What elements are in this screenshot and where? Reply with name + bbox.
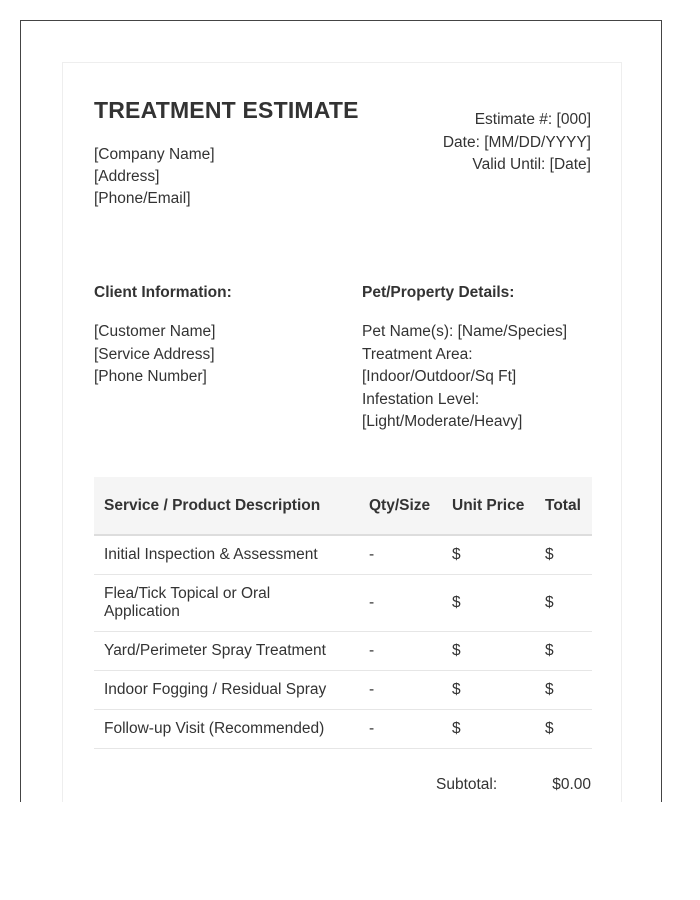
table-row <box>94 631 592 670</box>
table-row <box>94 574 592 631</box>
header-qty-size: Qty/Size <box>359 477 442 535</box>
client-info-block <box>94 321 215 389</box>
client-name: [Customer Name] <box>94 323 216 340</box>
company-address: [Address] <box>94 168 160 185</box>
estimate-valid-until: Valid Until: [Date] <box>472 156 591 173</box>
estimate-number: Estimate #: [000] <box>474 111 591 128</box>
pet-property-heading: Pet/Property Details: <box>362 284 515 301</box>
row-unit-price: $ <box>442 574 535 631</box>
row-total: $ <box>535 670 592 709</box>
treatment-area-label: Treatment Area: <box>362 345 473 363</box>
row-qty: - <box>359 709 442 748</box>
row-unit-price: $ <box>442 670 535 709</box>
pet-names: Pet Name(s): [Name/Species] <box>362 323 568 340</box>
row-qty: - <box>359 535 442 574</box>
pet-property-block <box>362 321 602 434</box>
row-qty: - <box>359 574 442 631</box>
row-total: $ <box>535 535 592 574</box>
client-phone: [Phone Number] <box>94 368 207 385</box>
row-description: Indoor Fogging / Residual Spray <box>94 670 359 709</box>
header-unit-price: Unit Price <box>442 477 535 535</box>
header-description: Service / Product Description <box>94 477 359 535</box>
company-contact: [Phone/Email] <box>94 190 191 207</box>
row-total: $ <box>535 709 592 748</box>
document-title: TREATMENT ESTIMATE <box>94 97 359 123</box>
subtotal-row <box>436 776 591 794</box>
table-header-row <box>94 477 592 535</box>
row-unit-price: $ <box>442 709 535 748</box>
services-table <box>94 477 592 749</box>
estimate-meta <box>443 109 591 177</box>
row-unit-price: $ <box>442 535 535 574</box>
row-description: Yard/Perimeter Spray Treatment <box>94 631 359 670</box>
treatment-area-value: [Indoor/Outdoor/Sq Ft] <box>362 368 517 385</box>
company-name: [Company Name] <box>94 146 215 163</box>
row-total: $ <box>535 574 592 631</box>
header-total: Total <box>535 477 592 535</box>
row-description: Initial Inspection & Assessment <box>94 535 359 574</box>
row-qty: - <box>359 670 442 709</box>
client-info-heading: Client Information: <box>94 284 232 301</box>
subtotal-label: Subtotal: <box>436 776 498 793</box>
estimate-sheet <box>62 62 622 802</box>
row-qty: - <box>359 631 442 670</box>
table-row <box>94 670 592 709</box>
row-description: Flea/Tick Topical or Oral Application <box>94 574 359 631</box>
subtotal-value: $0.00 <box>552 776 591 793</box>
row-total: $ <box>535 631 592 670</box>
row-description: Follow-up Visit (Recommended) <box>94 709 359 748</box>
row-unit-price: $ <box>442 631 535 670</box>
company-block <box>94 144 215 210</box>
estimate-date: Date: [MM/DD/YYYY] <box>442 133 591 151</box>
infestation-level-label: Infestation Level: <box>362 390 480 408</box>
document-frame <box>20 20 662 802</box>
table-row <box>94 709 592 748</box>
client-service-address: [Service Address] <box>94 345 215 363</box>
table-row <box>94 535 592 574</box>
infestation-level-value: [Light/Moderate/Heavy] <box>362 413 523 430</box>
